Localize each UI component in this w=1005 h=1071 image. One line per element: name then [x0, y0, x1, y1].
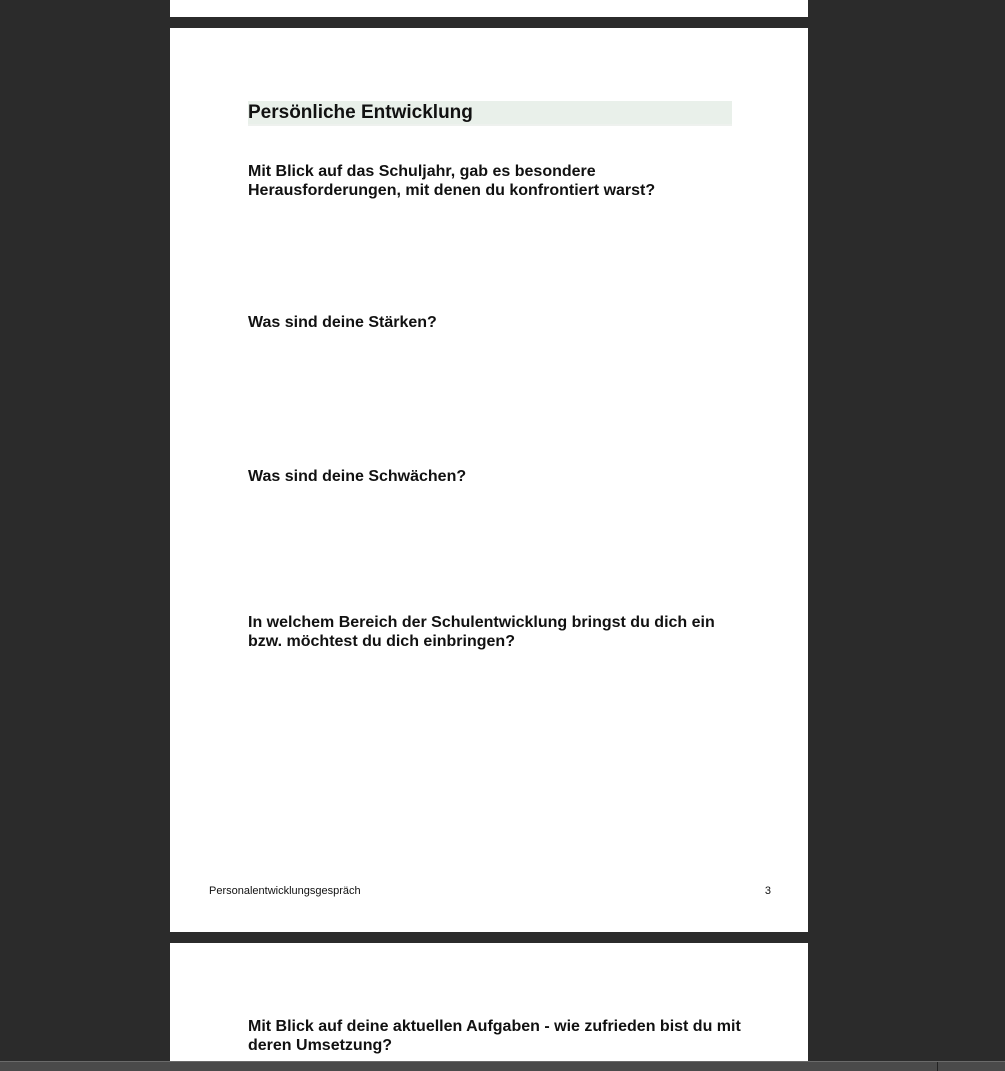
question-line: Herausforderungen, mit denen du konfrontiert warst? — [248, 182, 656, 199]
page-number: 3 — [764, 885, 771, 897]
page-3 — [170, 28, 808, 932]
question-line: Mit Blick auf das Schuljahr, gab es besondere — [248, 163, 596, 180]
question-line: Was sind deine Schwächen? — [248, 468, 467, 485]
previous-page — [170, 0, 808, 17]
next-page — [170, 943, 808, 1071]
section-heading — [248, 101, 732, 126]
question-challenges — [248, 162, 748, 200]
question-strengths — [248, 313, 748, 332]
question-line: bzw. möchtest du dich einbringen? — [248, 633, 515, 650]
question-school-development — [248, 613, 748, 651]
question-line: Mit Blick auf deine aktuellen Aufgaben - wie zufrieden bist du mit — [248, 1018, 741, 1035]
question-weaknesses — [248, 467, 748, 486]
question-line: In welchem Bereich der Schulentwicklung bringst du dich ein — [248, 614, 715, 631]
section-title: Persönliche Entwicklung — [248, 102, 473, 123]
footer-title: Personalentwicklungsgespräch — [209, 885, 361, 897]
scrollbar-divider — [937, 1062, 938, 1071]
question-task-satisfaction — [248, 1017, 768, 1055]
horizontal-scrollbar[interactable] — [0, 1061, 1005, 1071]
question-line: deren Umsetzung? — [248, 1037, 393, 1054]
question-line: Was sind deine Stärken? — [248, 314, 437, 331]
